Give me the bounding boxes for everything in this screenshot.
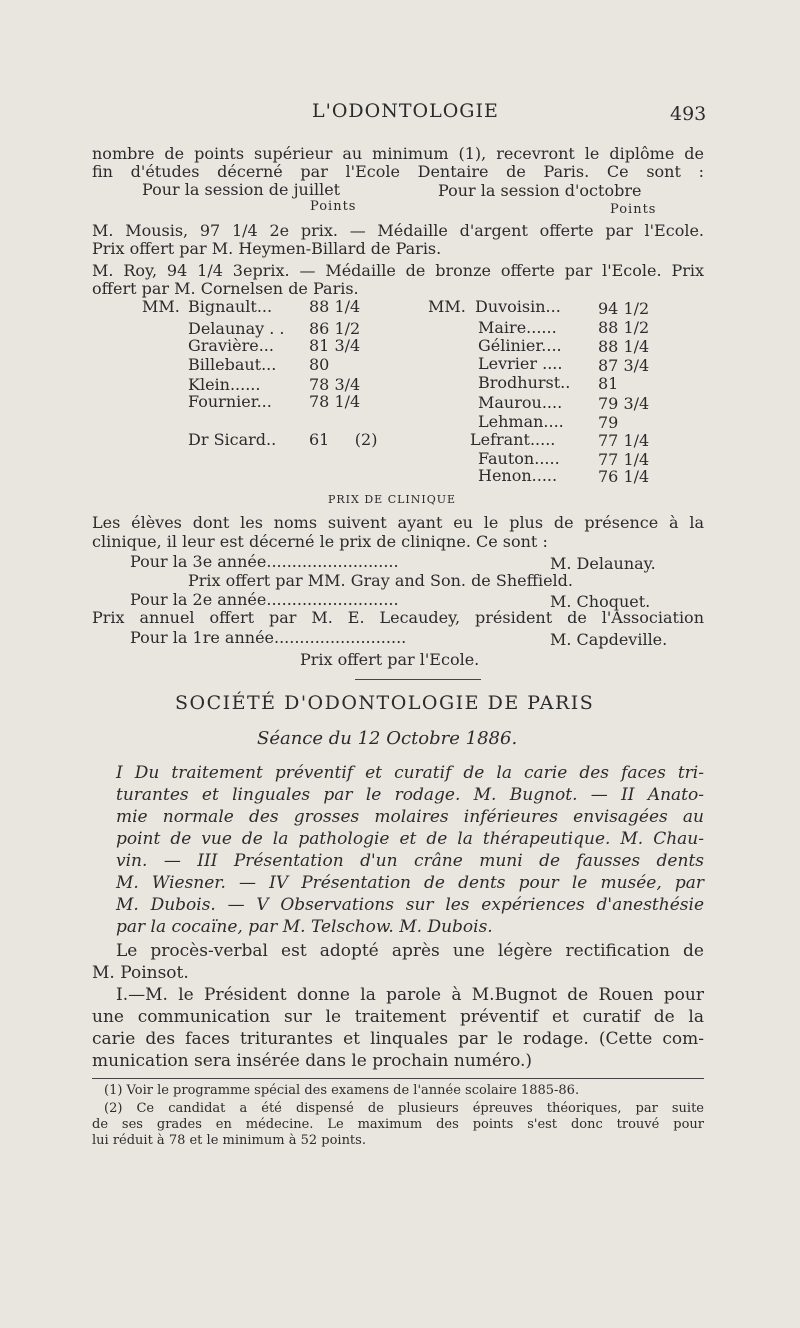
footnote-2-line-1: (2) Ce candidat a été dispensé de plusieurs épreuves théoriques, par suite: [104, 1101, 704, 1116]
agenda-line: mie normale des grosses molaires inférieures envisagées au: [116, 807, 704, 827]
list-item-score: 88 1/2: [598, 318, 650, 337]
list-item-name: Maurou....: [478, 393, 563, 412]
agenda-line: par la cocaïne, par M. Telschow. M. Dubois.: [116, 917, 493, 937]
session-july-heading: Pour la session de juillet: [142, 180, 341, 199]
list-item-score: 77 1/4: [598, 450, 650, 469]
list-item-score: 88 1/4: [598, 337, 650, 356]
list-item-score: 88 1/4: [309, 297, 361, 316]
clinique-3e-prize: Prix offert par MM. Gray and Son. de Sheffield.: [188, 571, 573, 590]
footnote-2-line-3: lui réduit à 78 et le minimum à 52 points.: [92, 1133, 366, 1148]
list-item-score: 61 (2): [309, 430, 378, 449]
list-item-name: Gélinier....: [478, 336, 562, 355]
footnote-2-line-2: de ses grades en médecine. Le maximum des points s'est donc trouvé pour: [92, 1117, 704, 1132]
seance-date: Séance du 12 Octobre 1886.: [257, 728, 518, 749]
intro-line-1: nombre de points supérieur au minimum (1), recevront le diplôme de: [92, 144, 704, 163]
agenda-line: M. Dubois. — V Observations sur les expériences d'anesthésie: [116, 895, 704, 915]
clinique-1re-winner: M. Capdeville.: [550, 630, 668, 649]
body-paragraph-line: carie des faces triturantes et linquales par le rodage. (Cette com-: [92, 1029, 704, 1049]
list-item-name: Brodhurst..: [478, 373, 571, 392]
list-item-score: 87 3/4: [598, 356, 650, 375]
list-item-score: 81: [598, 374, 619, 393]
list-item-name: Lehman....: [478, 412, 564, 431]
list-prefix-mm-left: MM.: [142, 297, 180, 316]
list-item-score: 77 1/4: [598, 431, 650, 450]
prize-mousis-line-2: Prix offert par M. Heymen-Billard de Paris.: [92, 239, 442, 258]
clinique-1re-annee: Pour la 1re année..........................: [130, 628, 407, 647]
page-number: 493: [670, 103, 707, 125]
list-item-score: 94 1/2: [598, 299, 650, 318]
list-item-name: Billebaut...: [188, 355, 277, 374]
body-paragraph-line: Le procès-verbal est adopté après une légère rectification de: [116, 941, 704, 961]
footnote-divider: [92, 1078, 704, 1079]
list-item-name: Dr Sicard..: [188, 430, 277, 449]
running-header: L'ODONTOLOGIE: [312, 100, 499, 122]
clinique-3e-annee: Pour la 3e année..........................: [130, 552, 399, 571]
agenda-line: I Du traitement préventif et curatif de la carie des faces tri-: [116, 763, 704, 783]
list-item-score: 78 1/4: [309, 392, 361, 411]
prize-mousis-line-1: M. Mousis, 97 1/4 2e prix. — Médaille d'argent offerte par l'Ecole.: [92, 221, 704, 240]
body-paragraph-line: une communication sur le traitement préventif et curatif de la: [92, 1007, 704, 1027]
section-title: SOCIÉTÉ D'ODONTOLOGIE DE PARIS: [175, 692, 595, 714]
list-item-name: Henon.....: [478, 466, 558, 485]
list-item-name: Bignault...: [188, 297, 273, 316]
list-item-name: Delaunay . .: [188, 319, 285, 338]
body-paragraph-line: munication sera insérée dans le prochain numéro.): [92, 1051, 533, 1071]
list-item-score: 76 1/4: [598, 467, 650, 486]
list-prefix-mm-right: MM.: [428, 297, 466, 316]
list-item-name: Fournier...: [188, 392, 272, 411]
points-label-right: Points: [610, 202, 657, 217]
list-item-name: Lefrant.....: [470, 430, 556, 449]
list-item-name: Maire......: [478, 318, 557, 337]
prize-roy-line-1: M. Roy, 94 1/4 3eprix. — Médaille de bronze offerte par l'Ecole. Prix: [92, 261, 704, 280]
list-item-name: Fauton.....: [478, 449, 560, 468]
agenda-line: M. Wiesner. — IV Présentation de dents pour le musée, par: [116, 873, 704, 893]
list-item-name: Levrier ....: [478, 354, 563, 373]
clinique-2e-winner: M. Choquet.: [550, 592, 651, 611]
prize-roy-line-2: offert par M. Cornelsen de Paris.: [92, 279, 359, 298]
session-october-heading: Pour la session d'octobre: [438, 181, 642, 200]
clinique-line-1: Les élèves dont les noms suivent ayant eu le plus de présence à la: [92, 513, 704, 532]
agenda-line: point de vue de la pathologie et de la thérapeutique. M. Chau-: [116, 829, 704, 849]
list-item-score: 80: [309, 355, 330, 374]
body-paragraph-line: M. Poinsot.: [92, 963, 189, 983]
footnote-1: (1) Voir le programme spécial des examens de l'année scolaire 1885-86.: [104, 1083, 580, 1098]
clinique-heading: PRIX DE CLINIQUE: [328, 493, 457, 506]
agenda-line: turantes et linguales par le rodage. M. Bugnot. — II Anato-: [116, 785, 704, 805]
clinique-2e-prize: Prix annuel offert par M. E. Lecaudey, président de l'Association: [92, 608, 704, 627]
clinique-3e-winner: M. Delaunay.: [550, 554, 656, 573]
clinique-line-2: clinique, il leur est décerné le prix de cliniqne. Ce sont :: [92, 532, 548, 551]
list-item-score: 79 3/4: [598, 394, 650, 413]
list-item-score: 81 3/4: [309, 336, 361, 355]
list-item-score: 86 1/2: [309, 319, 361, 338]
list-item-score: 78 3/4: [309, 375, 361, 394]
section-divider: [355, 679, 481, 680]
clinique-2e-annee: Pour la 2e année..........................: [130, 590, 399, 609]
clinique-1re-prize: Prix offert par l'Ecole.: [300, 650, 480, 669]
agenda-line: vin. — III Présentation d'un crâne muni de fausses dents: [116, 851, 704, 871]
body-paragraph-line: I.—M. le Président donne la parole à M.Bugnot de Rouen pour: [116, 985, 704, 1005]
list-item-score: 79: [598, 413, 619, 432]
list-item-name: Duvoisin...: [475, 297, 561, 316]
list-item-name: Klein......: [188, 375, 261, 394]
points-label-left: Points: [310, 199, 357, 214]
list-item-name: Gravière...: [188, 336, 274, 355]
intro-line-2: fin d'études décerné par l'Ecole Dentaire de Paris. Ce sont :: [92, 162, 704, 181]
